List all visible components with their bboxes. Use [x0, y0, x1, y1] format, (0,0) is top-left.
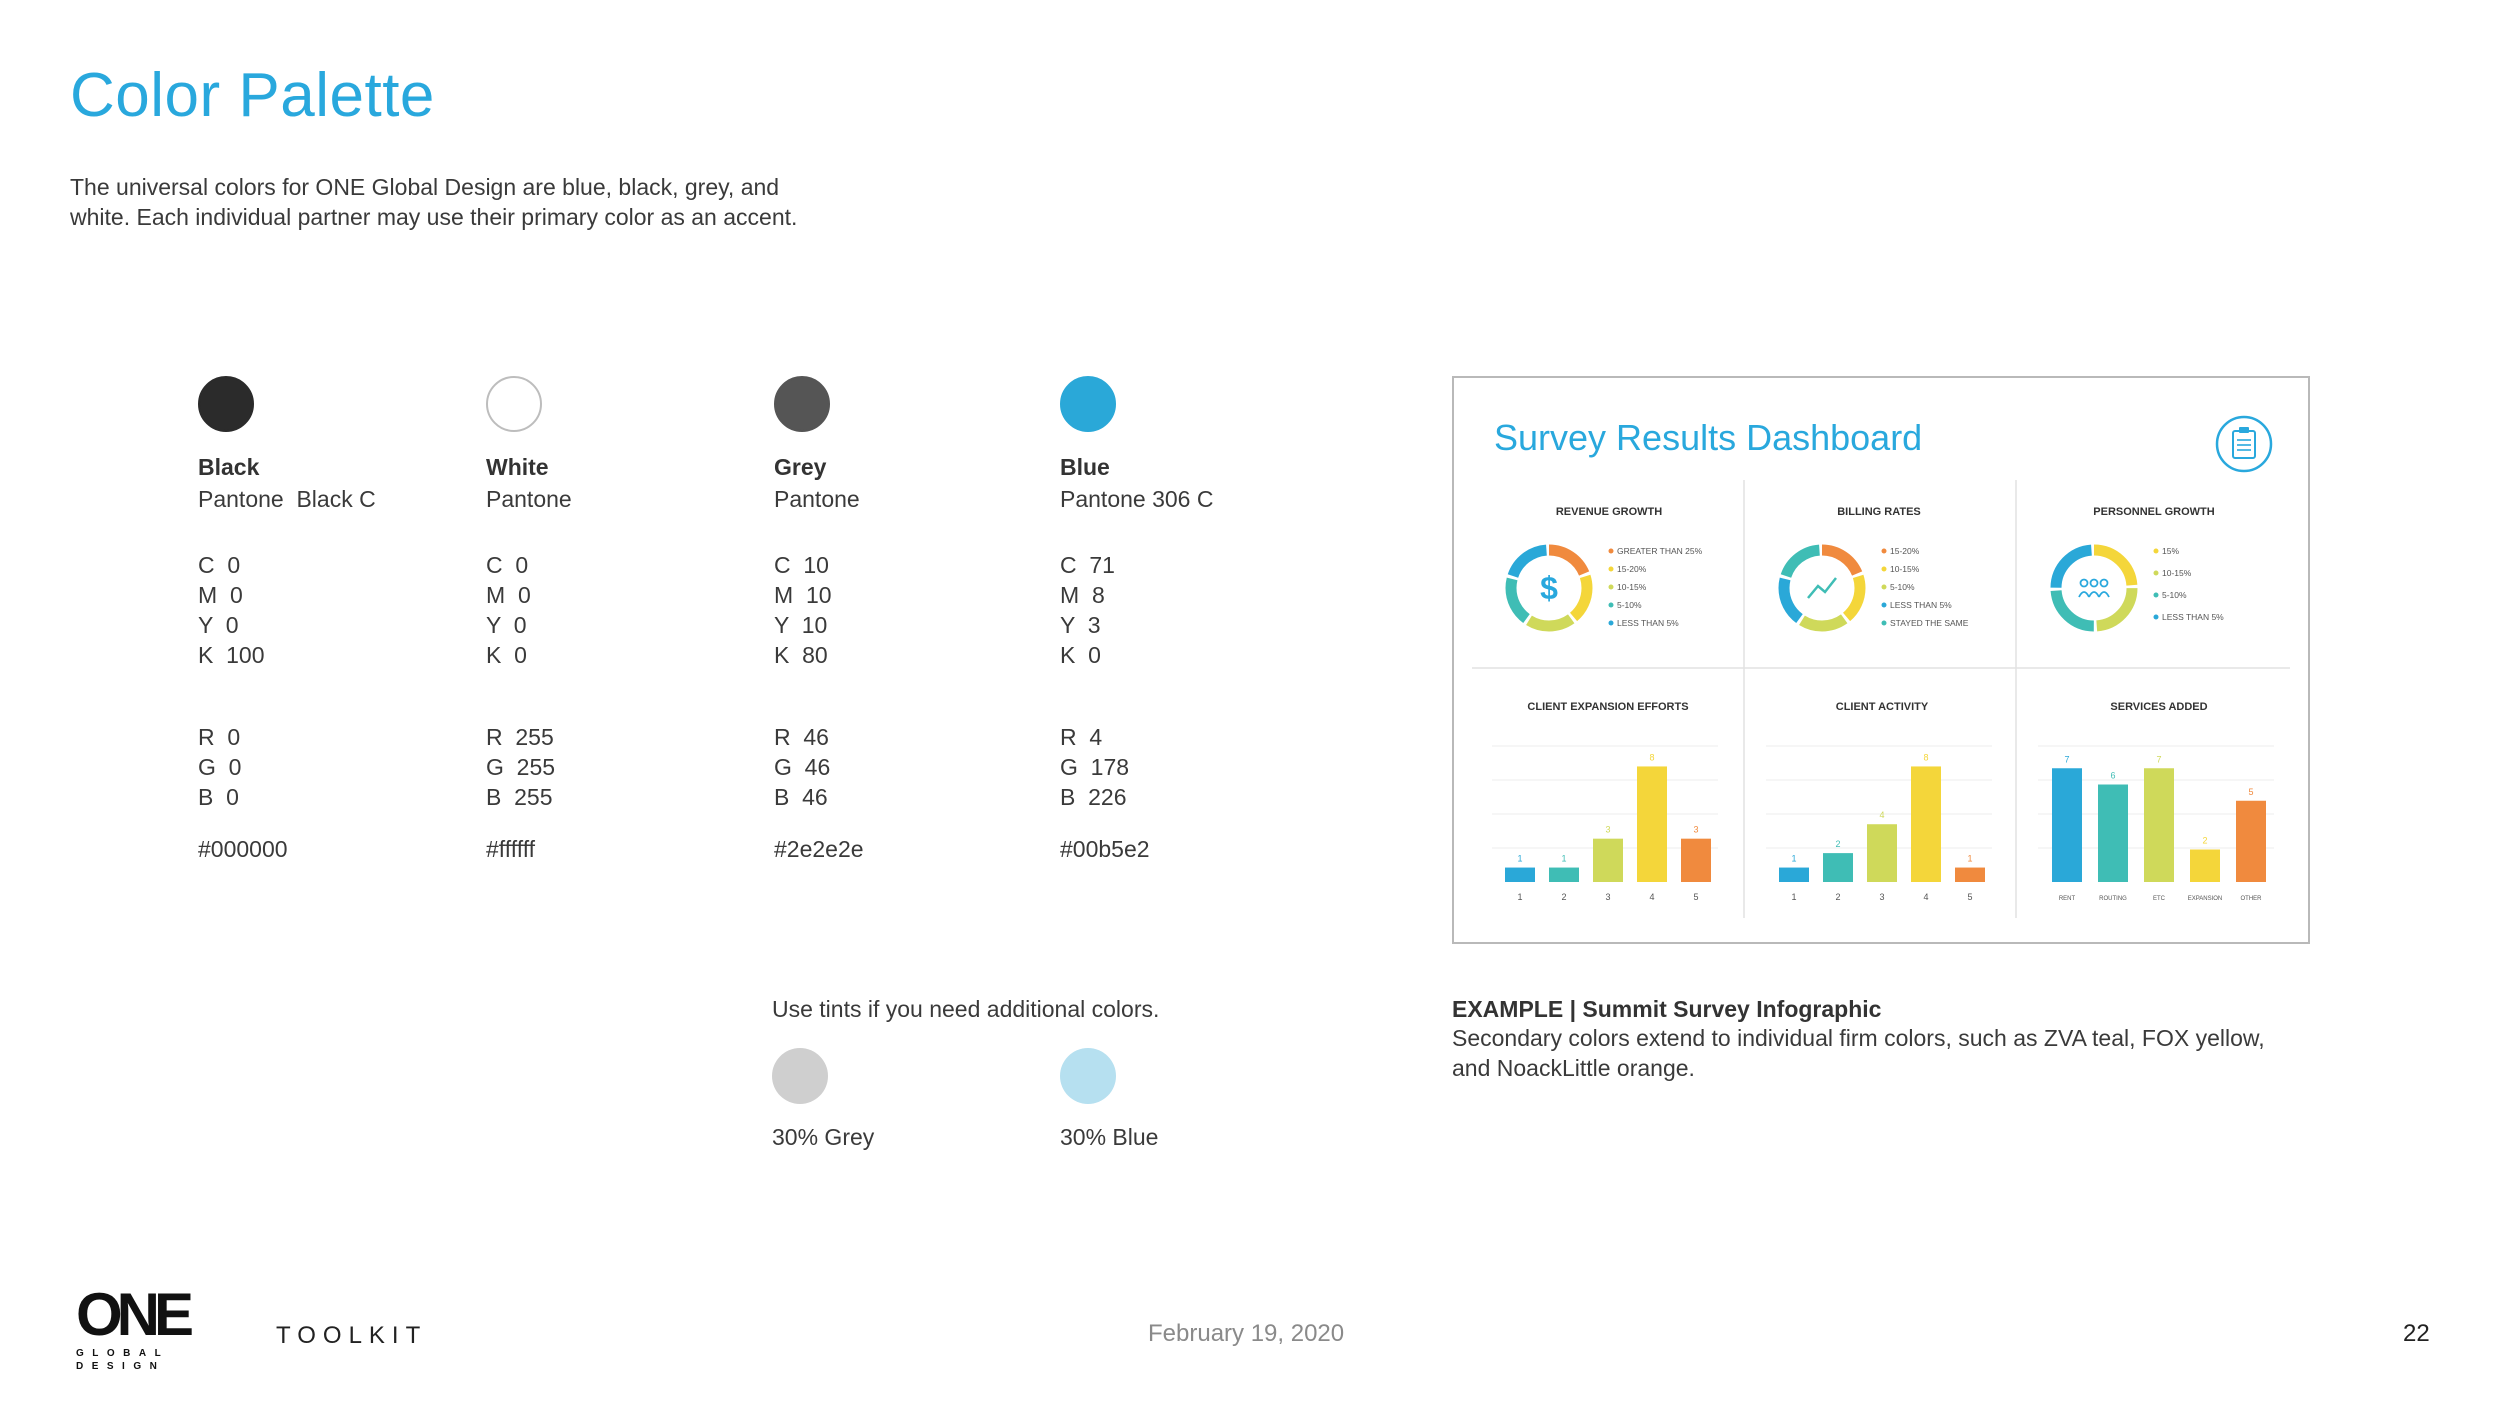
bar	[2190, 850, 2220, 883]
grey-rgb-value: R 46	[774, 724, 829, 750]
example-text: Secondary colors extend to individual firm colors, such as ZVA teal, FOX yellow, and NoackLittle orange.	[1452, 1025, 2265, 1081]
grey-rgb-value: G 46	[774, 754, 831, 780]
bar-value-label: 1	[1967, 853, 1973, 864]
tint-blue-swatch	[1060, 1048, 1116, 1104]
bar-category-label: 1	[1517, 892, 1523, 902]
bar-value-label: 8	[1923, 752, 1929, 763]
bar	[2144, 768, 2174, 882]
black-rgb-value: G 0	[198, 754, 242, 780]
example-title: EXAMPLE | Summit Survey Infographic	[1452, 996, 1882, 1022]
bar-value-label: 3	[1693, 824, 1699, 835]
blue-cmyk-value: M 8	[1060, 582, 1105, 608]
blue-rgb-value: B 226	[1060, 784, 1127, 810]
bar	[1505, 868, 1535, 882]
bar-value-label: 1	[1517, 853, 1523, 864]
legend-label: LESS THAN 5%	[1890, 600, 1952, 610]
white-cmyk-value: Y 0	[486, 612, 527, 638]
legend-swatch	[1882, 585, 1887, 590]
bar-chart-title: CLIENT ACTIVITY	[1835, 701, 1929, 713]
black-cmyk-value: K 100	[198, 642, 265, 668]
bar-value-label: 6	[2110, 770, 2116, 781]
legend-swatch	[1609, 621, 1614, 626]
footer-toolkit: TOOLKIT	[276, 1322, 428, 1349]
legend-swatch	[1609, 585, 1614, 590]
logo-subtext-global: GLOBAL	[76, 1348, 170, 1359]
blue-cmyk-value: C 71	[1060, 552, 1115, 578]
legend-label: 5-10%	[1617, 600, 1642, 610]
people-icon	[2081, 580, 2088, 587]
black-swatch	[198, 376, 254, 432]
black-cmyk-value: Y 0	[198, 612, 239, 638]
legend-swatch	[2154, 593, 2159, 598]
clipboard-icon	[2217, 417, 2271, 471]
grey-cmyk-value: C 10	[774, 552, 829, 578]
bar	[1637, 766, 1667, 882]
white-rgb-value: R 255	[486, 724, 554, 750]
donut-title: BILLING RATES	[1837, 506, 1921, 518]
blue-pantone: Pantone 306 C	[1060, 486, 1214, 512]
donut-panels	[1511, 506, 2224, 628]
people-icon	[2079, 592, 2089, 597]
grey-cmyk-value: K 80	[774, 642, 828, 668]
legend-swatch	[2154, 615, 2159, 620]
legend-label: STAYED THE SAME	[1890, 618, 1969, 628]
bar-category-label: ROUTING	[2099, 896, 2127, 902]
page-title: Color Palette	[70, 61, 435, 130]
bar-value-label: 4	[1879, 810, 1885, 821]
bar-value-label: 3	[1605, 824, 1611, 835]
black-rgb-value: B 0	[198, 784, 239, 810]
bar-value-label: 1	[1791, 853, 1797, 864]
bar-value-label: 2	[2202, 835, 2208, 846]
dashboard-title: Survey Results Dashboard	[1494, 417, 1923, 458]
legend-label: 15%	[2162, 546, 2180, 556]
bar	[1549, 868, 1579, 882]
white-swatch	[486, 376, 542, 432]
bar-category-label: 1	[1791, 892, 1797, 902]
bar	[1593, 839, 1623, 882]
bar-value-label: 1	[1561, 853, 1567, 864]
legend-label: GREATER THAN 25%	[1617, 546, 1703, 556]
bar-category-label: 3	[1605, 892, 1611, 902]
black-name: Black	[198, 454, 260, 480]
legend-label: 10-15%	[2162, 568, 2192, 578]
legend-swatch	[1609, 567, 1614, 572]
legend-swatch	[1882, 603, 1887, 608]
white-cmyk-value: C 0	[486, 552, 529, 578]
blue-cmyk-value: K 0	[1060, 642, 1101, 668]
people-icon	[2101, 580, 2108, 587]
bar-category-label: OTHER	[2240, 896, 2262, 902]
bar	[2052, 768, 2082, 882]
legend-label: 5-10%	[2162, 590, 2187, 600]
white-rgb-value: G 255	[486, 754, 556, 780]
people-icon	[2091, 580, 2098, 587]
black-cmyk-value: C 0	[198, 552, 241, 578]
people-icon	[2089, 592, 2099, 597]
bar-value-label: 2	[1835, 839, 1841, 850]
white-pantone: Pantone	[486, 486, 572, 512]
bar-value-label: 8	[1649, 752, 1655, 763]
grey-cmyk-value: M 10	[774, 582, 832, 608]
logo-wordmark: ONE	[76, 1281, 189, 1348]
legend-swatch	[1882, 621, 1887, 626]
bar-category-label: 5	[1693, 892, 1699, 902]
legend-swatch	[1882, 567, 1887, 572]
bar-value-label: 7	[2156, 754, 2162, 765]
bar-category-label: 2	[1835, 892, 1841, 902]
blue-swatch	[1060, 376, 1116, 432]
white-rgb-value: B 255	[486, 784, 553, 810]
blue-rgb-value: G 178	[1060, 754, 1130, 780]
tints-heading: Use tints if you need additional colors.	[772, 996, 1160, 1022]
grey-cmyk-value: Y 10	[774, 612, 828, 638]
legend-swatch	[1609, 549, 1614, 554]
bar	[1823, 853, 1853, 882]
legend-swatch	[1609, 603, 1614, 608]
trend-line-icon	[1808, 578, 1836, 598]
bar-category-label: RENT	[2058, 896, 2076, 902]
grey-swatch	[774, 376, 830, 432]
bar-category-label: 2	[1561, 892, 1567, 902]
bar-category-label: 4	[1923, 892, 1929, 902]
white-cmyk-value: M 0	[486, 582, 531, 608]
tint-grey-swatch	[772, 1048, 828, 1104]
white-hex: #ffffff	[486, 836, 536, 862]
grey-rgb-value: B 46	[774, 784, 828, 810]
page-number: 22	[2403, 1320, 2430, 1347]
black-hex: #000000	[198, 836, 288, 862]
donut-title: REVENUE GROWTH	[1555, 506, 1663, 518]
blue-rgb-value: R 4	[1060, 724, 1103, 750]
legend-label: 10-15%	[1617, 582, 1647, 592]
people-icon	[2099, 592, 2109, 597]
legend-swatch	[1882, 549, 1887, 554]
black-cmyk-value: M 0	[198, 582, 243, 608]
grey-pantone: Pantone	[774, 486, 860, 512]
legend-swatch	[2154, 571, 2159, 576]
bar	[2236, 801, 2266, 882]
bar-chart-title: CLIENT EXPANSION EFFORTS	[1527, 701, 1689, 713]
bar	[2098, 785, 2128, 883]
bar-value-label: 5	[2248, 786, 2254, 797]
donut-title: PERSONNEL GROWTH	[2093, 506, 2215, 518]
white-name: White	[486, 454, 549, 480]
grey-hex: #2e2e2e	[774, 836, 864, 862]
logo-subtext-design: DESIGN	[76, 1361, 166, 1372]
bar-category-label: 4	[1649, 892, 1655, 902]
bar-category-label: EXPANSION	[2187, 896, 2223, 902]
bar-category-label: 3	[1879, 892, 1885, 902]
tint-grey-label: 30% Grey	[772, 1124, 875, 1150]
black-pantone: Pantone Black C	[198, 486, 376, 512]
bar-category-label: ETC	[2153, 896, 2165, 902]
dashboard-graphic	[1454, 378, 2308, 942]
one-global-design-logo	[76, 1281, 189, 1372]
intro-text: The universal colors for ONE Global Design are blue, black, grey, and white. Each individual partner may use their primary color as an accent.	[70, 174, 798, 230]
black-rgb-value: R 0	[198, 724, 241, 750]
footer-date: February 19, 2020	[1148, 1320, 1345, 1347]
blue-cmyk-value: Y 3	[1060, 612, 1101, 638]
bar	[1681, 839, 1711, 882]
dashboard-example-image	[1452, 376, 2310, 944]
bar-value-label: 7	[2064, 754, 2070, 765]
bar	[1955, 868, 1985, 882]
tint-blue-label: 30% Blue	[1060, 1124, 1159, 1150]
bar-chart-title: SERVICES ADDED	[2110, 701, 2208, 713]
blue-name: Blue	[1060, 454, 1110, 480]
legend-label: 15-20%	[1617, 564, 1647, 574]
bar	[1779, 868, 1809, 882]
legend-label: 5-10%	[1890, 582, 1915, 592]
legend-label: 15-20%	[1890, 546, 1920, 556]
legend-label: LESS THAN 5%	[1617, 618, 1679, 628]
legend-swatch	[2154, 549, 2159, 554]
grey-name: Grey	[774, 454, 827, 480]
legend-label: LESS THAN 5%	[2162, 612, 2224, 622]
dollar-icon: $	[1540, 570, 1558, 606]
blue-hex: #00b5e2	[1060, 836, 1150, 862]
bar-category-label: 5	[1967, 892, 1973, 902]
bar	[1867, 824, 1897, 882]
bar-panels	[1492, 701, 2274, 902]
bar	[1911, 766, 1941, 882]
legend-label: 10-15%	[1890, 564, 1920, 574]
white-cmyk-value: K 0	[486, 642, 527, 668]
